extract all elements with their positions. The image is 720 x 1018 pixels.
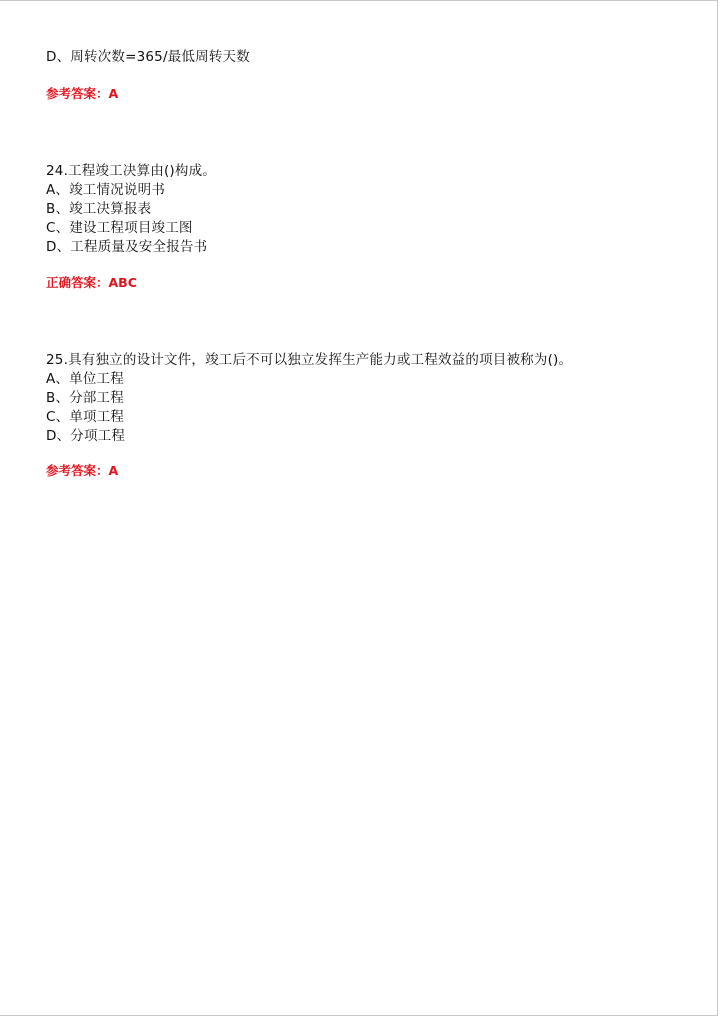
option-d: D、周转次数=365/最低周转天数 <box>46 49 250 65</box>
correct-answer: 正确答案：ABC <box>46 275 137 290</box>
question-stem: 25.具有独立的设计文件，竣工后不可以独立发挥生产能力或工程效益的项目被称为()。 <box>46 352 573 368</box>
option-c: C、单项工程 <box>46 409 125 425</box>
reference-answer: 参考答案：A <box>46 86 119 101</box>
option-b: B、分部工程 <box>46 390 124 406</box>
option-c: C、建设工程项目竣工图 <box>46 220 193 236</box>
option-b: B、竣工决算报表 <box>46 201 152 217</box>
option-d: D、分项工程 <box>46 428 126 444</box>
option-d: D、工程质量及安全报告书 <box>46 239 208 255</box>
reference-answer: 参考答案：A <box>46 463 119 478</box>
option-a: A、竣工情况说明书 <box>46 182 166 198</box>
question-stem: 24.工程竣工决算由()构成。 <box>46 163 217 179</box>
option-a: A、单位工程 <box>46 371 124 387</box>
